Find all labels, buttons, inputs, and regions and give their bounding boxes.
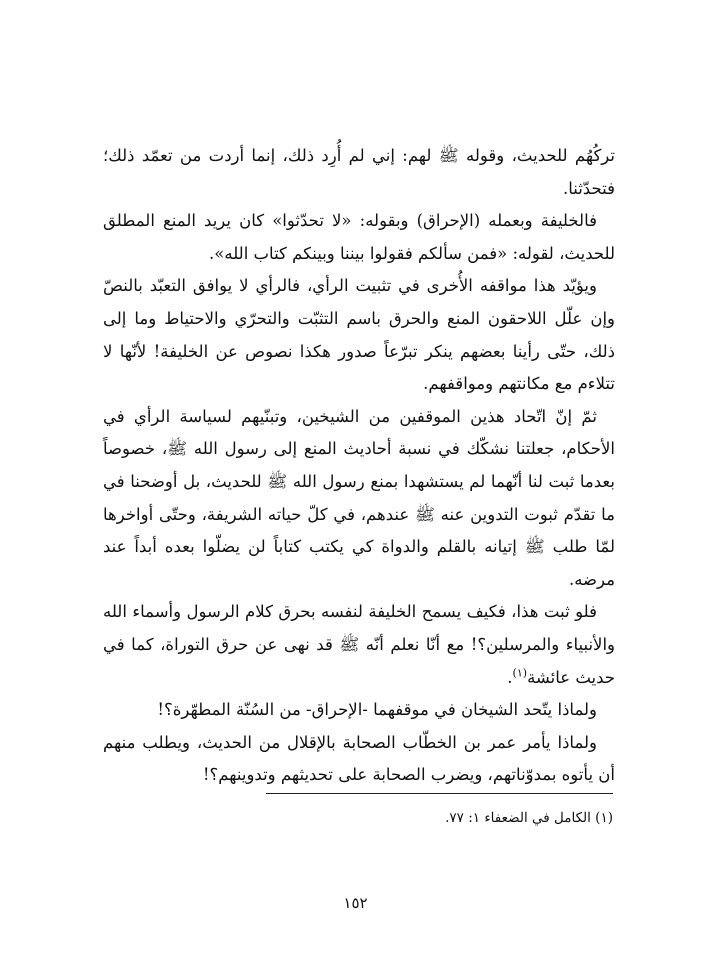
paragraph-5 [103,596,615,694]
footnote-reference[interactable]: (١) [512,666,528,679]
paragraph-2: فالخليفة وبعمله (الإحراق) وبقوله: «لا تحدّثوا» كان يريد المنع المطلق للحديث، لقوله: «فمن سألكم فقولوا بيننا وبينكم كتاب الله». [103,211,615,263]
main-text [103,140,615,792]
paragraph-7: ولماذا يأمر عمر بن الخطّاب الصحابة بالإقلال من الحديث، ويطلب منهم أن يأتوه بمدوّناتهم، ويضرب الصحابة على تحديثهم وتدوينهم؟! [103,732,615,785]
paragraph-6: ولماذا يتّحد الشيخان في موقفهما -الإحراق- من السُنّة المطهّرة؟! [157,700,597,720]
footnote: (١) الكامل في الضعفاء ١: ٧٧. [445,810,613,826]
paragraph-3: ويؤيّد هذا مواقفه الأُخرى في تثبيت الرأي، فالرأي لا يوافق التعبّد بالنصّ وإن علّل اللاحقون المنع والحرق باسم التثبّت والتحرّي والاحتياط وما إلى ذلك، حتّى رأينا بعضهم ينكر تبرّعاً صدور هكذا نصوص عن الخليفة! لأنّها لا تتلاءم مع مكانتهم ومواقفهم. [103,276,615,394]
footnote-divider [266,793,613,794]
paragraph-4: ثمّ إنّ اتّحاد هذين الموقفين من الشيخين، وتبنّيهم لسياسة الرأي في الأحكام، جعلتنا نشكّك في نسبة أحاديث المنع إلى رسول الله ﷺ، خصوصاً بعدما ثبت لنا أنّهما لم يستشهدا بمنع رسول الله ﷺ للحديث، بل أوضحنا في ما تقدّم ثبوت التدوين عنه ﷺ عندهم، في كلّ حياته الشريفة، وحتّى أواخرها لمّا طلب ﷺ إتيانه بالقلم والدواة كي يكتب كتاباً لن يضلّوا بعده أبداً عند مرضه. [103,406,615,589]
paragraph-1: تركُهُم للحديث، وقوله ﷺ لهم: إني لم أُرِد ذلك، إنما أردت من تعمّد ذلك؛ فتحدّثنا. [103,146,615,198]
page-number: ١٥٢ [343,894,368,912]
paragraph-5-text: فلو ثبت هذا، فكيف يسمح الخليفة لنفسه بحرق كلام الرسول وأسماء الله والأنبياء والمرسلين؟! مع أنّا نعلم أنّه ﷺ قد نهى عن حرق التوراة، كما في حديث عائشة [103,602,615,687]
paragraph-5-end: . [507,667,513,687]
